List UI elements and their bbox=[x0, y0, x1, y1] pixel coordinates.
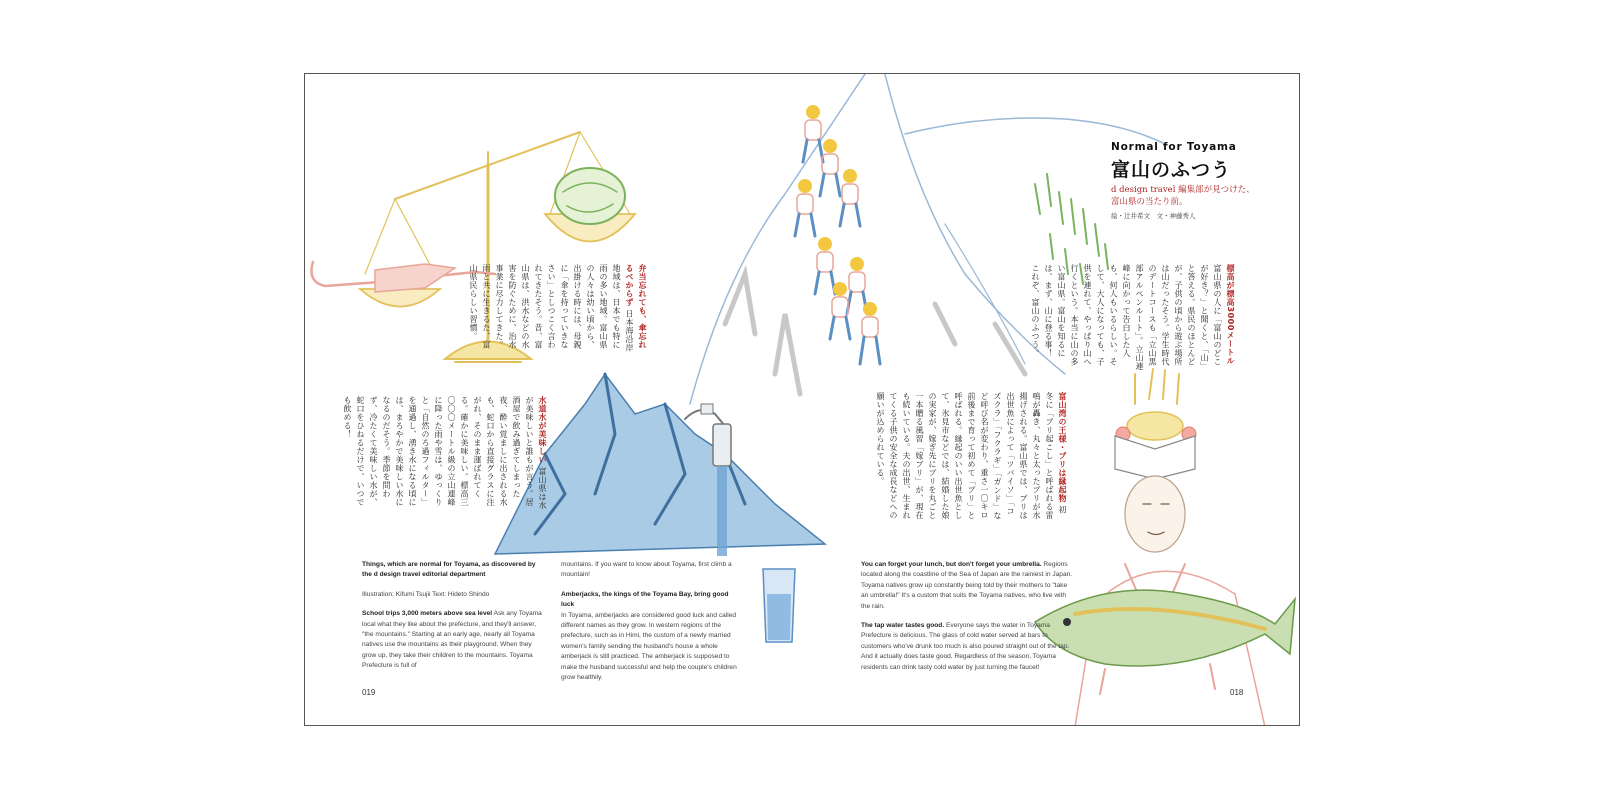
en-column-2 bbox=[561, 560, 739, 683]
en-col1-head: School trips 3,000 meters above sea level bbox=[362, 610, 493, 618]
en-col1-body: Ask any Toyama local what they like about the prefecture, and they'll answer, "the mountains." Starting at an early age, nearly all Toyama natives use the mountains as their playground. When they grow up, they take their children to the mountains. Toyama Prefecture is full of bbox=[362, 610, 542, 670]
buri-paragraph bbox=[873, 392, 1069, 520]
en-col2-body: In Toyama, amberjacks are considered good luck and called different names as they grow. In western regions of the prefecture, such as in Himi, the custom of a newly married women's family sending the husband's house a whole amberjack is still practiced. The amberjack is supposed to make the husband successful and help the couple's children grow healthily. bbox=[561, 611, 737, 682]
buri-body: 初冬に「ブリ起こし」と呼ばれる雷鳴が轟き、丸々と太ったブリが水揚げされる。富山県では、ブリは出世魚によって「ツバイソ」「コズクラ」「フクラギ」「ガンド」など呼び名が変わり、重さ一〇キロ前後まで育って初めて「ブリ」と呼ばれる。縁起のいい出世魚として、氷見市などでは、結婚した娘の実家が、嫁ぎ先にブリを丸ごと一本贈る風習「嫁ブリ」が、現在も続いている。夫の出世、生まれてくる子供の安全な成長などへの願いが込められている。 bbox=[876, 392, 1067, 520]
umbrella-paragraph bbox=[469, 264, 649, 354]
water-lead: 水道水が美味しい bbox=[538, 396, 547, 464]
mountain-body: 富山県の人に「富山のどこが好き？」と聞くと、「山」と答える。県民のほとんどが、子供の頃から遊ぶ場所は山だったそう。学生時代のデートコースも「立山黒部アルペンルート」。立山連峰に向かって告白した人も、何人もいるらしい。そして、大人になっても、子供を連れて、やっぱり山へ行くという。本当に山の多い富山県。富山を知るには、まず、山に登る事！ これぞ、富山のふつう。 bbox=[1031, 264, 1222, 371]
page-number-left: 019 bbox=[362, 688, 376, 697]
water-body: 富山県は水が美味しいと誰もが言う。居酒屋で飲み過ぎてしまった夜、酔い覚ましに出される水も、蛇口から直接グラスに注がれ、そのまま運ばれてくる。確かに美味しい。標高三〇〇〇メートル級の立山連峰に降った雨や雪は、ゆっくりと「自然のろ過フィルター」を通過し、湧き水になる頃には、まろやかで美味しい水になるのだそう。季節を問わず、冷たくて美味しい水が、蛇口をひねるだけで、いつでも飲める！ bbox=[343, 396, 547, 510]
en-intro-credit: Illustration: Kifumi Tsujii Text: Hideto Shindo bbox=[362, 590, 490, 598]
magazine-spread bbox=[304, 73, 1300, 726]
climbers-group bbox=[795, 105, 880, 364]
heading-sub-2: 富山県の当たり前。 bbox=[1111, 197, 1188, 207]
en-col4-head: The tap water tastes good. bbox=[861, 622, 945, 630]
umbrella-lead: 弁当忘れても、傘忘れるべからず bbox=[625, 264, 647, 349]
umbrella-body: 日本海沿岸地域は、日本でも特に雨の多い地域。富山県の人々は幼い頃から、出掛ける時には、母親に「傘を持っていきなさい」としつこく言われてきたそう。昔、富山県は、洪水などの水害を防ぐために、治水事業に尽力してきた。雨と共に生きるた、富山県民らしい習慣。 bbox=[469, 264, 634, 353]
en-col2-cont: mountains. If you want to know about Toyama, first climb a mountain! bbox=[561, 561, 732, 579]
heading-credit: 絵・辻井希文 文・神藤秀人 bbox=[1111, 212, 1196, 220]
woman-fish-illustration bbox=[1035, 369, 1295, 726]
en-column-3 bbox=[861, 560, 1073, 673]
heading-sub-1: d design travel 編集部が見つけた、 bbox=[1111, 185, 1255, 195]
heading-ja: 富山のふつう bbox=[1111, 159, 1232, 181]
buri-lead: 富山湾の王様・ブリは縁起物 bbox=[1058, 392, 1067, 503]
mountain-paragraph bbox=[1031, 264, 1237, 372]
water-paragraph bbox=[343, 396, 549, 514]
en-column-1 bbox=[362, 560, 542, 672]
heading-en: Normal for Toyama bbox=[1111, 141, 1237, 153]
page-number-right: 018 bbox=[1230, 688, 1244, 697]
en-col3-body: Regions located along the coastline of the Sea of Japan are the rainiest in Japan. Toyama natives grow up constantly being told by their mothers to "take an umbrella!" It's a custom that suits the Toyama natives, who live with the rain. bbox=[861, 561, 1073, 610]
mountain-lead: 標高が標高3000メートル bbox=[1226, 264, 1235, 365]
en-col3-head: You can forget your lunch, but don't forget your umbrella. bbox=[861, 561, 1042, 568]
en-col4-body: Everyone says the water in Toyama Prefecture is delicious. The glass of cold water served at bars to customers who've drunk too much is also poured straight out of the tap. And it actually does taste good. Regardless of the season, Toyama residents can drink tasty cold water by just turning the faucet! bbox=[861, 622, 1070, 671]
en-intro-title: Things, which are normal for Toyama, as discovered by the d design travel editorial department bbox=[362, 561, 536, 579]
en-col2-head: Amberjacks, the kings of the Toyama Bay, bring good luck bbox=[561, 590, 729, 609]
